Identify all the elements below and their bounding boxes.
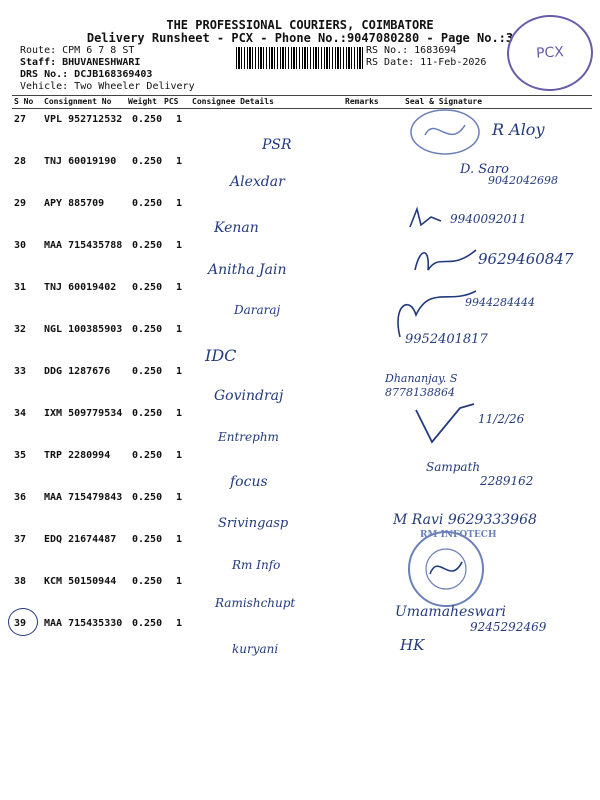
signature-29-scribble bbox=[405, 205, 445, 233]
signature-34: 11/2/26 bbox=[478, 412, 525, 426]
handwritten-name: PSR bbox=[262, 137, 292, 153]
row-pcs: 1 bbox=[176, 198, 183, 209]
row-consignment: MAA 715435788 bbox=[44, 240, 123, 251]
runsheet-subtitle: Delivery Runsheet - PCX - Phone No.:9047080280 - Page No.:3 bbox=[86, 31, 514, 45]
row-weight: 0.250 bbox=[132, 408, 163, 419]
vehicle-info: Vehicle: Two Wheeler Delivery bbox=[20, 81, 195, 92]
signature-39-initials: HK bbox=[400, 636, 425, 654]
row-consignment: TNJ 60019402 bbox=[44, 282, 117, 293]
signature-34-check bbox=[410, 400, 480, 448]
row-weight: 0.250 bbox=[132, 198, 163, 209]
row-weight: 0.250 bbox=[132, 282, 163, 293]
row-sno: 38 bbox=[14, 576, 27, 587]
row-consignment: NGL 100385903 bbox=[44, 324, 123, 335]
signature-30-scribble bbox=[410, 242, 480, 276]
handwritten-name: Entrephm bbox=[218, 430, 279, 444]
signature-28-phone: 9042042698 bbox=[488, 174, 558, 187]
rm-infotech-seal-text: RM INFOTECH bbox=[420, 530, 497, 540]
signature-39-name: Umamaheswari bbox=[395, 604, 507, 620]
route-info: Route: CPM 6 7 8 ST bbox=[20, 45, 135, 56]
handwritten-name: IDC bbox=[205, 346, 237, 365]
signature-33-phone: 8778138864 bbox=[385, 386, 455, 399]
col-seal: Seal & Signature bbox=[405, 97, 483, 106]
col-remarks: Remarks bbox=[345, 97, 379, 106]
row-pcs: 1 bbox=[176, 156, 183, 167]
handwritten-name: focus bbox=[230, 474, 268, 490]
handwritten-name: Kenan bbox=[214, 220, 259, 236]
signature-39-phone: 9245292469 bbox=[470, 620, 547, 634]
signature-32: 9952401817 bbox=[405, 332, 488, 347]
row-sno: 39 bbox=[14, 618, 27, 629]
row-sno: 31 bbox=[14, 282, 27, 293]
row-consignment: MAA 715435330 bbox=[44, 618, 123, 629]
signature-33-name: Dhananjay. S bbox=[385, 372, 458, 385]
row-consignment: TNJ 60019190 bbox=[44, 156, 117, 167]
table-header bbox=[12, 95, 592, 109]
row-pcs: 1 bbox=[176, 576, 183, 587]
row-pcs: 1 bbox=[176, 492, 183, 503]
col-weight: Weight bbox=[128, 97, 157, 106]
row-weight: 0.250 bbox=[132, 534, 163, 545]
col-pcs: PCS bbox=[164, 97, 179, 106]
row-consignment: IXM 509779534 bbox=[44, 408, 123, 419]
row-pcs: 1 bbox=[176, 618, 183, 629]
rs-date: RS Date: 11-Feb-2026 bbox=[366, 57, 487, 68]
row-pcs: 1 bbox=[176, 450, 183, 461]
row-weight: 0.250 bbox=[132, 450, 163, 461]
row-consignment: KCM 50150944 bbox=[44, 576, 117, 587]
row-consignment: EDQ 21674487 bbox=[44, 534, 117, 545]
row-weight: 0.250 bbox=[132, 492, 163, 503]
row-sno: 37 bbox=[14, 534, 27, 545]
row-sno: 32 bbox=[14, 324, 27, 335]
signature-35-name: Sampath bbox=[426, 460, 481, 474]
row-consignment: MAA 715479843 bbox=[44, 492, 123, 503]
staff-info: Staff: BHUVANESHWARI bbox=[20, 57, 141, 68]
handwritten-name: Alexdar bbox=[230, 174, 285, 190]
row-pcs: 1 bbox=[176, 534, 183, 545]
signature-30: 9629460847 bbox=[478, 250, 574, 268]
row-weight: 0.250 bbox=[132, 240, 163, 251]
handwritten-name: kuryani bbox=[232, 642, 279, 656]
rs-no: RS No.: 1683694 bbox=[366, 45, 457, 56]
row-pcs: 1 bbox=[176, 282, 183, 293]
signature-35-phone: 2289162 bbox=[480, 474, 534, 488]
col-sno: S No bbox=[14, 97, 34, 106]
table-row bbox=[12, 362, 592, 404]
handwritten-name: Srivingasp bbox=[218, 516, 289, 531]
row-sno: 35 bbox=[14, 450, 27, 461]
signature-36: M Ravi 9629333968 bbox=[393, 512, 537, 528]
row-sno: 33 bbox=[14, 366, 27, 377]
handwritten-name: Anitha Jain bbox=[208, 262, 287, 278]
circled-row-39-mark bbox=[8, 608, 38, 636]
row-pcs: 1 bbox=[176, 114, 183, 125]
row-weight: 0.250 bbox=[132, 114, 163, 125]
row-sno: 36 bbox=[14, 492, 27, 503]
row-sno: 30 bbox=[14, 240, 27, 251]
table-row bbox=[12, 320, 592, 362]
stamp-text: PCX bbox=[535, 44, 565, 62]
row-sno: 29 bbox=[14, 198, 27, 209]
handwritten-name: Govindraj bbox=[214, 388, 284, 404]
row-pcs: 1 bbox=[176, 324, 183, 335]
row-pcs: 1 bbox=[176, 366, 183, 377]
seal-27-scribble bbox=[405, 105, 485, 160]
row-consignment: DDG 1287676 bbox=[44, 366, 111, 377]
signature-31: 9944284444 bbox=[465, 296, 535, 309]
row-pcs: 1 bbox=[176, 408, 183, 419]
col-consignment: Consignment No bbox=[44, 97, 112, 106]
row-weight: 0.250 bbox=[132, 576, 163, 587]
row-weight: 0.250 bbox=[132, 618, 163, 629]
handwritten-name: Ramishchupt bbox=[215, 596, 296, 610]
row-consignment: VPL 952712532 bbox=[44, 114, 123, 125]
table-row bbox=[12, 530, 592, 572]
row-sno: 28 bbox=[14, 156, 27, 167]
row-consignment: APY 885709 bbox=[44, 198, 105, 209]
rm-infotech-seal bbox=[402, 528, 490, 610]
row-weight: 0.250 bbox=[132, 366, 163, 377]
col-consignee: Consignee Details bbox=[192, 97, 274, 106]
drs-info: DRS No.: DCJB168369403 bbox=[20, 69, 153, 80]
signature-27: R Aloy bbox=[492, 120, 545, 139]
signature-29: 9940092011 bbox=[450, 212, 527, 226]
signature-28-name: D. Saro bbox=[460, 162, 509, 177]
handwritten-name: Rm Info bbox=[232, 558, 281, 572]
handwritten-name: Dararaj bbox=[234, 303, 281, 317]
row-sno: 27 bbox=[14, 114, 27, 125]
row-pcs: 1 bbox=[176, 240, 183, 251]
runsheet-title: THE PROFESSIONAL COURIERS, COIMBATORE bbox=[166, 18, 434, 32]
barcode bbox=[236, 47, 364, 69]
row-sno: 34 bbox=[14, 408, 27, 419]
row-consignment: TRP 2280994 bbox=[44, 450, 111, 461]
row-weight: 0.250 bbox=[132, 324, 163, 335]
row-weight: 0.250 bbox=[132, 156, 163, 167]
